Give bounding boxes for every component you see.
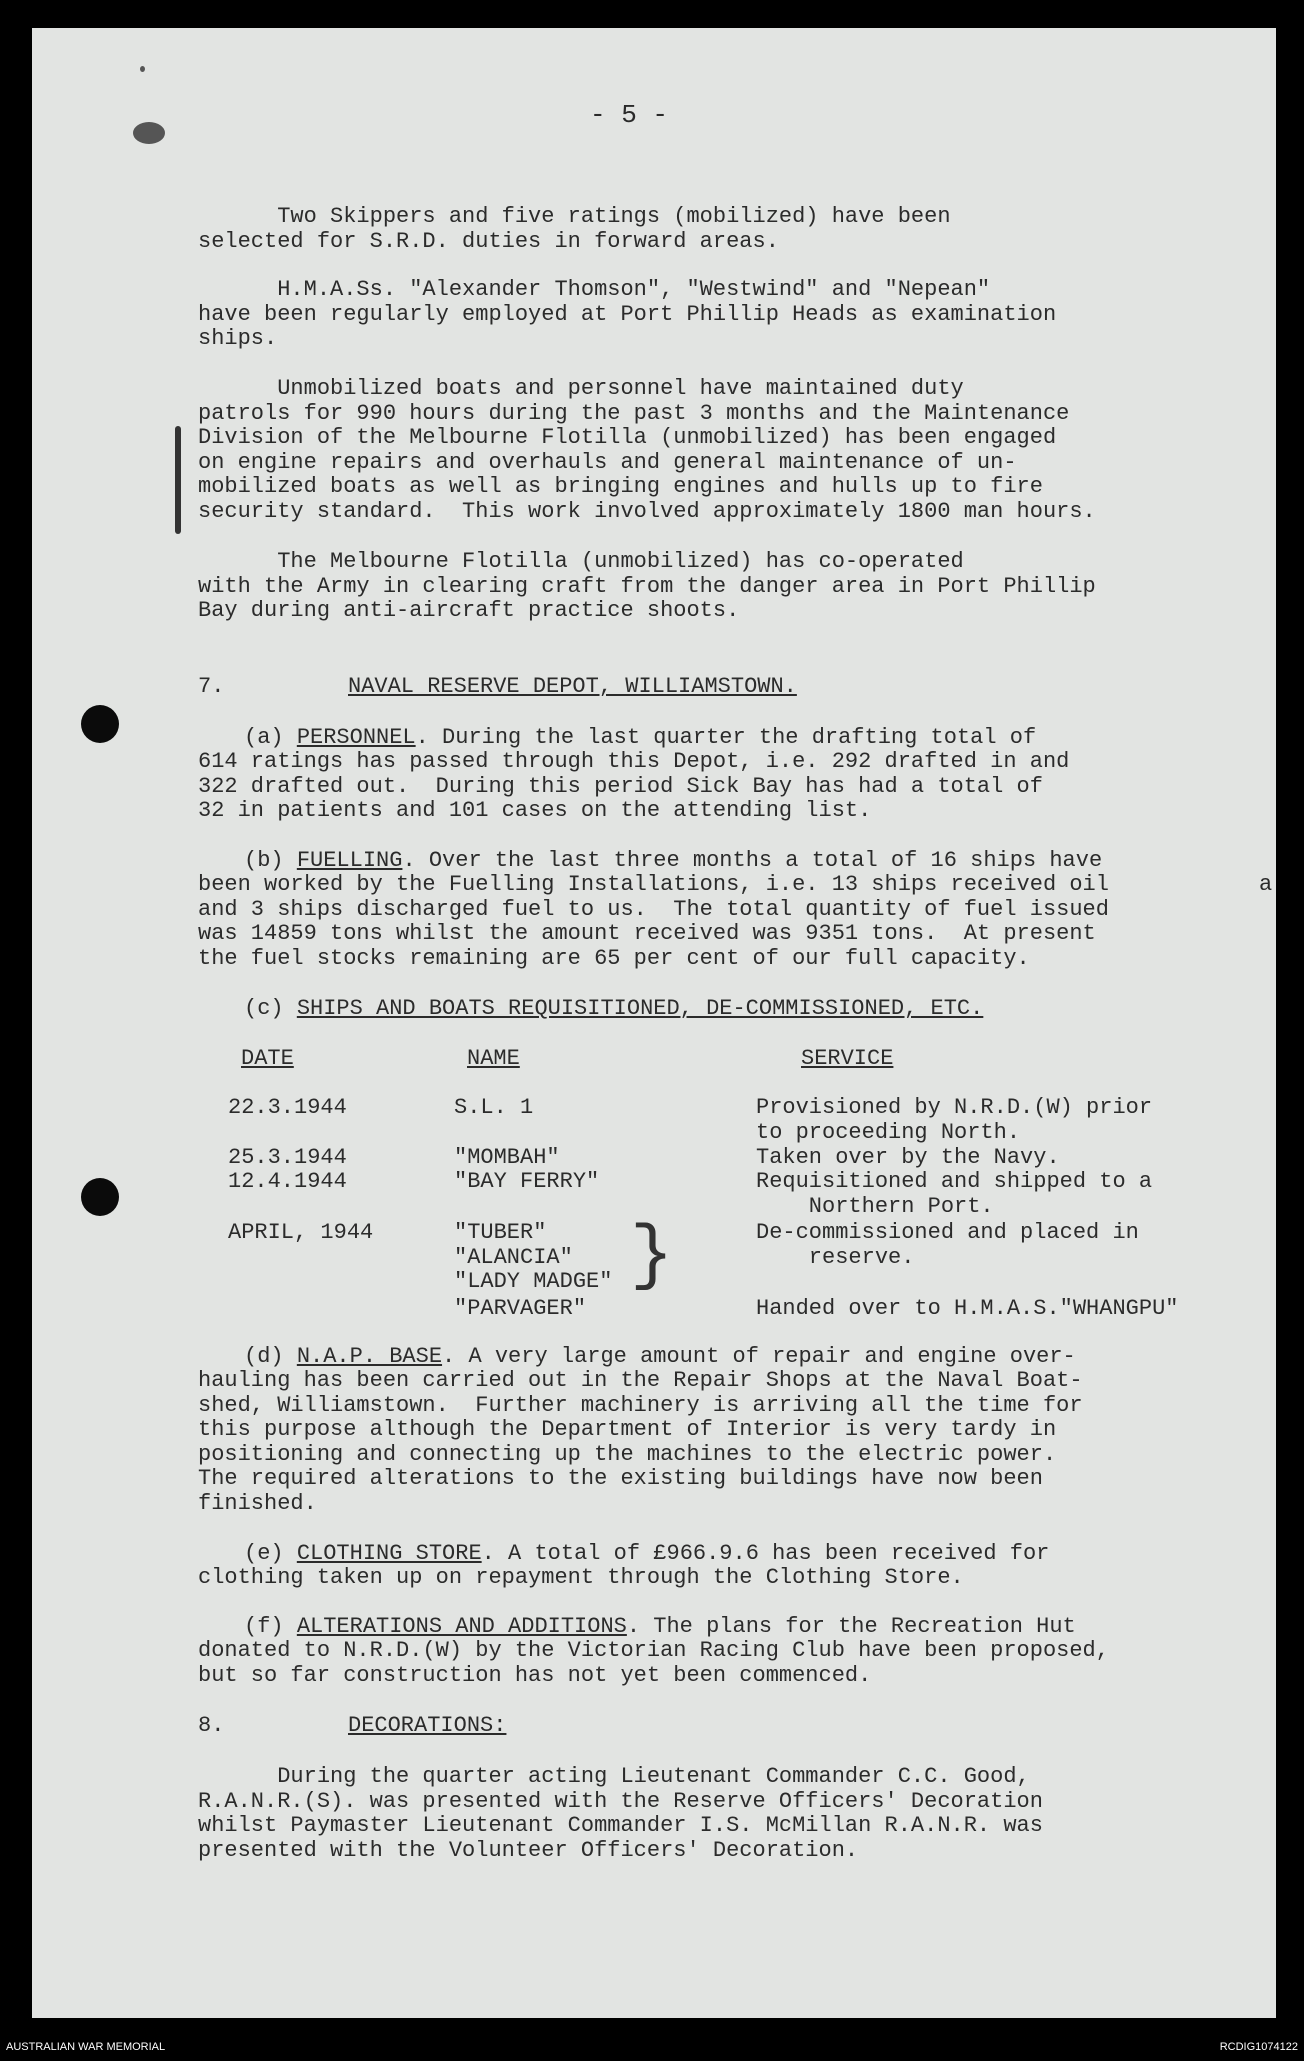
- item-c-label: (c): [244, 996, 284, 1021]
- section-7-number: 7.: [198, 674, 225, 699]
- page-number: - 5 -: [590, 100, 669, 130]
- table-header-name: NAME: [467, 1046, 520, 1071]
- ink-smudge: [133, 122, 165, 144]
- margin-line-mark: [175, 426, 181, 534]
- item-e-body: clothing taken up on repayment through the Clothing Store.: [198, 1565, 964, 1590]
- paragraph-decorations: During the quarter acting Lieutenant Commander C.C. Good, R.A.N.R.(S). was presented with the Reserve Officers' Decoration whilst Paymaster Lieutenant Commander I.S. McMillan R.A.N.R. was presented with the Volunteer Officers' Decoration.: [198, 1764, 1043, 1863]
- table-row-2-name: "MOMBAH": [454, 1145, 560, 1170]
- section-8-number: 8.: [198, 1713, 225, 1738]
- punch-hole-top: [81, 705, 119, 743]
- item-b-first-line: [244, 849, 1102, 874]
- table-row-4-service: De-commissioned and placed in reserve.: [756, 1220, 1139, 1270]
- item-d-label: (d): [244, 1344, 284, 1369]
- table-row-1-service: Provisioned by N.R.D.(W) prior to proceeding North.: [756, 1095, 1153, 1145]
- table-row-4-name: "TUBER" "ALANCIA" "LADY MADGE": [454, 1220, 613, 1294]
- footer-right: RCDIG1074122: [1219, 2041, 1298, 2053]
- item-b-title: FUELLING: [296, 848, 403, 873]
- item-b-first-text: . Over the last three months a total of 16 ships have: [402, 848, 1103, 873]
- item-f-first-line: [244, 1615, 1076, 1640]
- table-row-3-service: Requisitioned and shipped to a Northern Port.: [756, 1169, 1153, 1219]
- table-row-3-name: "BAY FERRY": [454, 1169, 600, 1194]
- table-row-2-date: 25.3.1944: [228, 1145, 347, 1170]
- paragraph-unmobilized: Unmobilized boats and personnel have maintained duty patrols for 990 hours during the past 3 months and the Maintenance Division of the Melbourne Flotilla (unmobilized) has been engaged on engine repairs and overhauls and general maintenance of un- mobilized boats as well as bringing engines and hulls up to fire security standard. This work involved approximately 1800 man hours.: [198, 376, 1096, 524]
- item-a-first-line: [244, 726, 1036, 751]
- ink-dot: [140, 66, 145, 72]
- section-8-heading: DECORATIONS:: [348, 1713, 507, 1738]
- table-row-1-name: S.L. 1: [454, 1095, 534, 1120]
- item-b-margin-char: a: [1259, 872, 1273, 897]
- item-d-body: hauling has been carried out in the Repair Shops at the Naval Boat- shed, Williamstown. Further machinery is arriving all the time for this purpose although the Department of Interior is very tardy in positioning and connecting up the machines to the electric power. The required alterations to the existing buildings have now been finished.: [198, 1368, 1083, 1516]
- section-7-heading: NAVAL RESERVE DEPOT, WILLIAMSTOWN.: [348, 674, 797, 699]
- item-e-first-text: . A total of £966.9.6 has been received for: [481, 1541, 1050, 1566]
- paragraph-hmas-ships: H.M.A.Ss. "Alexander Thomson", "Westwind" and "Nepean" have been regularly employed at Port Phillip Heads as examination ships.: [198, 277, 1057, 351]
- item-a-label: (a): [244, 725, 284, 750]
- item-f-title: ALTERATIONS AND ADDITIONS: [296, 1614, 627, 1639]
- item-f-body: donated to N.R.D.(W) by the Victorian Racing Club have been proposed, but so far construction has not yet been commenced.: [198, 1638, 1109, 1688]
- item-f-first-text: . The plans for the Recreation Hut: [626, 1614, 1076, 1639]
- table-row-5-name: "PARVAGER": [454, 1296, 587, 1321]
- punch-hole-bottom: [81, 1178, 119, 1216]
- item-f-label: (f): [244, 1614, 284, 1639]
- table-row-1-date: 22.3.1944: [228, 1095, 347, 1120]
- item-e-title: CLOTHING STORE: [296, 1541, 482, 1566]
- item-e-first-line: [244, 1542, 1049, 1567]
- item-b-body: been worked by the Fuelling Installations, i.e. 13 ships received oil and 3 ships discharged fuel to us. The total quantity of fuel issued was 14859 tons whilst the amount received was 9351 tons. At present the fuel stocks remaining are 65 per cent of our full capacity.: [198, 872, 1109, 971]
- item-a-first-text: . During the last quarter the drafting total of: [415, 725, 1037, 750]
- item-d-title: N.A.P. BASE: [296, 1344, 443, 1369]
- footer-left: AUSTRALIAN WAR MEMORIAL: [6, 2041, 166, 2053]
- table-row-4-date: APRIL, 1944: [228, 1220, 374, 1245]
- item-a-title: PERSONNEL: [296, 725, 416, 750]
- paragraph-skippers: Two Skippers and five ratings (mobilized) have been selected for S.R.D. duties in forward areas.: [198, 204, 951, 254]
- table-row-2-service: Taken over by the Navy.: [756, 1145, 1060, 1170]
- table-row-3-date: 12.4.1944: [228, 1169, 347, 1194]
- item-d-first-text: . A very large amount of repair and engine over-: [442, 1344, 1076, 1369]
- table-header-service: SERVICE: [801, 1046, 894, 1071]
- item-c-heading-line: [244, 997, 983, 1022]
- grouping-brace: }: [630, 1215, 674, 1297]
- item-e-label: (e): [244, 1541, 284, 1566]
- table-row-5-service: Handed over to H.M.A.S."WHANGPU": [756, 1296, 1179, 1321]
- item-a-body: 614 ratings has passed through this Depot, i.e. 292 drafted in and 322 drafted out. During this period Sick Bay has had a total of 32 in patients and 101 cases on the attending list.: [198, 749, 1070, 823]
- item-c-title: SHIPS AND BOATS REQUISITIONED, DE-COMMISSIONED, ETC.: [296, 996, 984, 1021]
- item-b-label: (b): [244, 848, 284, 873]
- item-d-first-line: [244, 1345, 1076, 1370]
- paragraph-melbourne-flotilla: The Melbourne Flotilla (unmobilized) has co-operated with the Army in clearing craft from the danger area in Port Phillip Bay during anti-aircraft practice shoots.: [198, 549, 1096, 623]
- table-header-date: DATE: [241, 1046, 294, 1071]
